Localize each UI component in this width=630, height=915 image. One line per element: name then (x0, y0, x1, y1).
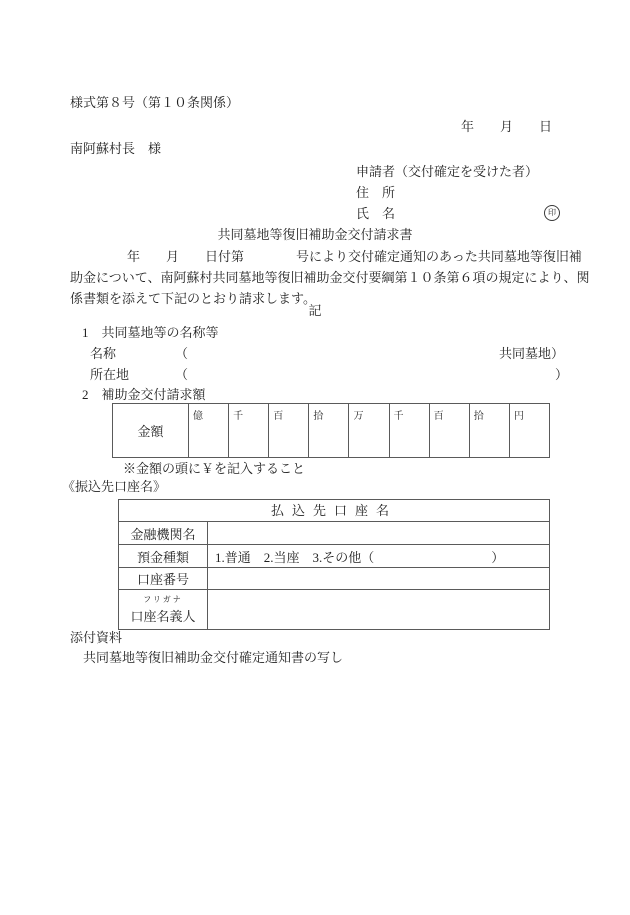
institution-name-label: 金融機関名 (119, 522, 208, 544)
bank-account-table (118, 499, 550, 630)
furigana-label: フリガナ (143, 595, 183, 605)
amount-note: ※金額の頭に￥を記入すること (123, 461, 306, 476)
bank-row-account-type (119, 545, 549, 568)
digit-cell-ju: 拾 (470, 404, 510, 457)
digit-cell-en: 円 (513, 411, 524, 422)
bank-account-caption: 《振込先口座名》 (62, 479, 167, 494)
institution-name-value (208, 522, 549, 544)
digit-cell-hyaku: 百 (430, 404, 470, 457)
addressee-label: 南阿蘇村長 様 (70, 141, 162, 156)
body-paragraph-line-3: 係書類を添えて下記のとおり請求します。 (70, 291, 316, 306)
account-holder-label: 口座名義人 (130, 608, 196, 624)
account-number-label: 口座番号 (119, 568, 208, 589)
digit-cell-hyaku-man: 百 (269, 404, 309, 457)
section1-heading: 1 共同墓地等の名称等 (82, 325, 219, 340)
cemetery-name-label: 名称 (90, 346, 117, 361)
ki-heading: 記 (308, 303, 322, 318)
account-type-options: 1.普通 2.当座 3.その他（ ） (215, 549, 505, 565)
cemetery-location-open-paren: （ (175, 367, 189, 382)
body-paragraph-line-1: 年 月 日付第 号により交付確定通知のあった共同墓地等復旧補 (127, 249, 582, 264)
bank-row-institution (119, 522, 549, 545)
cemetery-name-open-paren: （ (175, 346, 189, 361)
amount-table (112, 403, 550, 458)
digit-cell-man: 万 (349, 404, 389, 457)
digit-cell-sen: 千 (390, 404, 430, 457)
cemetery-name-close-text: 共同墓地） (499, 346, 565, 361)
bank-row-account-number (119, 568, 549, 590)
address-label: 住 所 (356, 185, 396, 200)
cemetery-location-close-paren: ） (555, 367, 569, 382)
account-number-value (208, 568, 549, 589)
account-type-label: 預金種類 (119, 545, 208, 567)
document-title: 共同墓地等復旧補助金交付請求書 (217, 227, 413, 242)
digit-cell-oku: 億 (189, 404, 229, 457)
date-line: 年 月 日 (461, 119, 553, 134)
name-label: 氏 名 (356, 206, 396, 221)
section2-heading: 2 補助金交付請求額 (82, 387, 206, 402)
account-holder-label-cell (119, 590, 208, 629)
attachment-item: 共同墓地等復旧補助金交付確定通知書の写し (83, 650, 344, 665)
bank-table-title: 払込先口座名 (119, 500, 549, 522)
form-number-label: 様式第８号（第１０条関係） (70, 95, 240, 110)
account-holder-value (208, 590, 549, 629)
attachments-heading: 添付資料 (70, 630, 123, 645)
applicant-label: 申請者（交付確定を受けた者） (356, 164, 539, 179)
cemetery-location-label: 所在地 (90, 367, 130, 382)
digit-cell-ju-man: 拾 (309, 404, 349, 457)
amount-label-cell: 金額 (113, 404, 189, 457)
bank-row-account-holder (119, 590, 549, 629)
seal-mark-icon: 印 (544, 205, 560, 221)
digit-cell-sen-man: 千 (229, 404, 269, 457)
body-paragraph-line-2: 助金について、南阿蘇村共同墓地等復旧補助金交付要綱第１０条第６項の規定により、関 (70, 270, 590, 285)
